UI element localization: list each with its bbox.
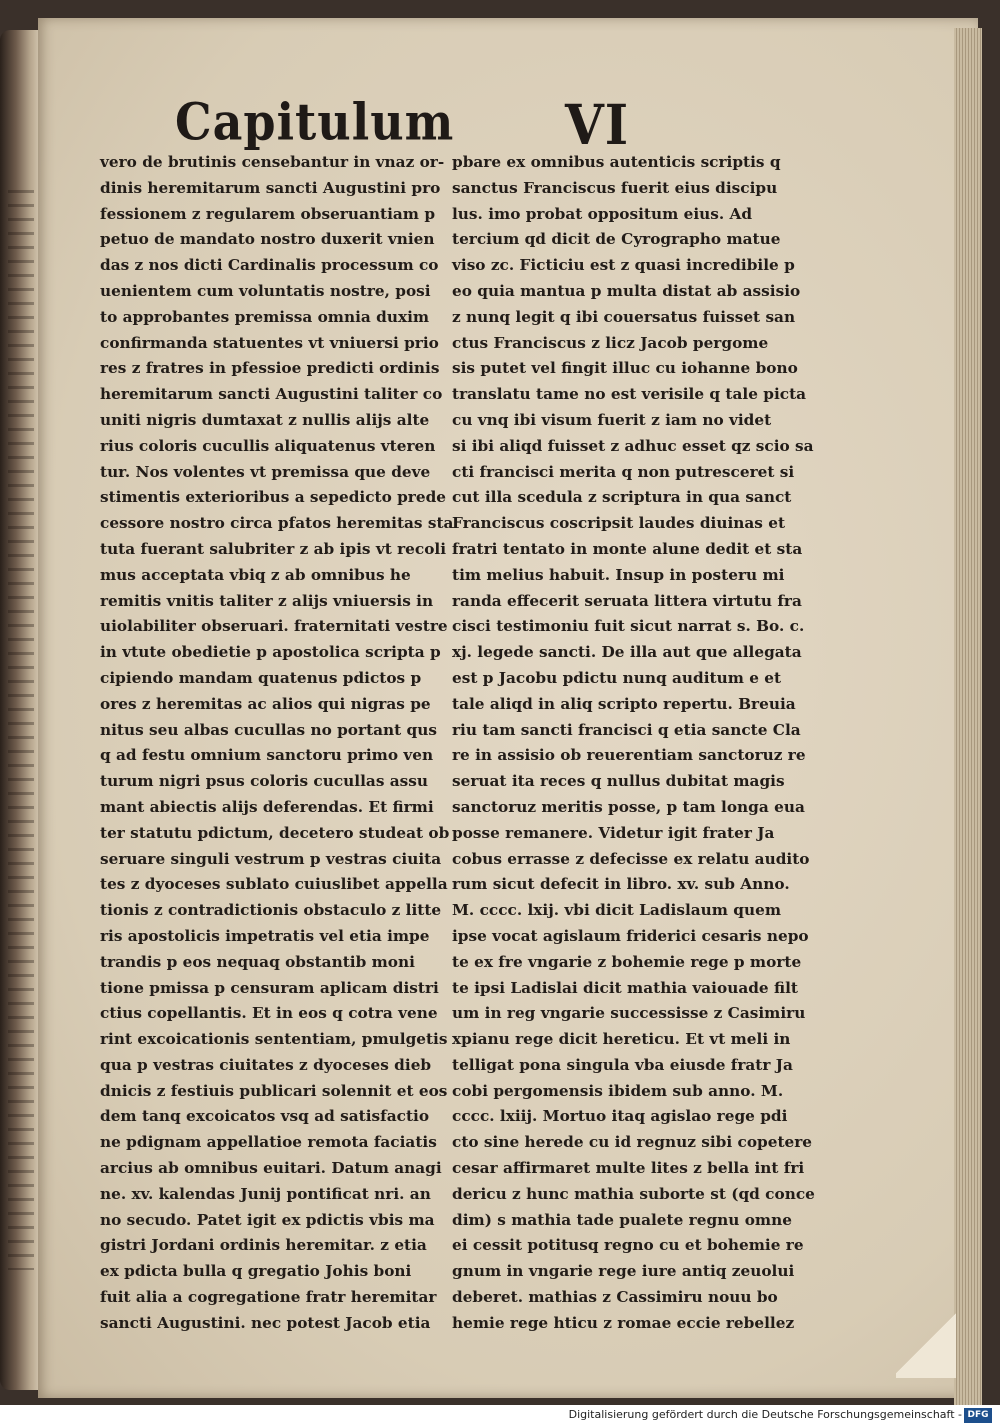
text-line: cobus errasse z defecisse ex relatu audito [452, 849, 810, 868]
left-page-edge [0, 30, 40, 1390]
text-line: lus. imo probat oppositum eius. Ad [452, 204, 753, 223]
text-line: das z nos dicti Cardinalis processum co [100, 256, 439, 275]
text-line: ne pdignam appellatioe remota faciatis [100, 1133, 437, 1152]
text-line: confirmanda statuentes vt vniuersi prio [100, 333, 439, 352]
text-line: no secudo. Patet igit ex pdictis vbis ma [100, 1210, 435, 1229]
text-line: tuta fuerant salubriter z ab ipis vt recoli [100, 539, 447, 558]
text-line: ne. xv. kalendas Junij pontificat nri. an [100, 1184, 431, 1203]
text-line: eo quia mantua p multa distat ab assisio [452, 281, 801, 300]
left-page-text-fragment [8, 190, 34, 1270]
text-line: ter statutu pdictum, decetero studeat ob [100, 823, 450, 842]
text-line: riu tam sancti francisci q etia sancte Cla [452, 720, 801, 739]
text-line: ex pdicta bulla q gregatio Johis boni [100, 1262, 412, 1281]
text-line: rius coloris cucullis aliquatenus vteren [100, 436, 436, 455]
text-line: stimentis exterioribus a sepedicto prede [100, 488, 447, 507]
text-line: pbare ex omnibus autenticis scriptis q [452, 153, 781, 171]
text-line: xj. legede sancti. De illa aut que allegata [452, 643, 802, 662]
text-line: gistri Jordani ordinis heremitar. z etia [100, 1236, 427, 1255]
text-line: seruat ita reces q nullus dubitat magis [452, 772, 785, 791]
text-line: telligat pona singula vba eiusde fratr Ja [452, 1055, 793, 1074]
text-line: ris apostolicis impetratis vel etia impe [100, 926, 430, 945]
text-line: seruare singuli vestrum p vestras ciuita [100, 849, 442, 868]
text-line: qua p vestras ciuitates z dyoceses dieb [100, 1055, 432, 1074]
text-line: cto sine herede cu id regnuz sibi copetere [452, 1133, 813, 1152]
text-line: q ad festu omnium sanctoru primo ven [100, 746, 434, 765]
text-line: ctius copellantis. Et in eos q cotra vene [100, 1004, 438, 1023]
text-line: uiolabiliter obseruari. fraternitati vestre [100, 617, 448, 636]
text-line: tale aliqd in aliq scripto repertu. Breuia [452, 694, 796, 713]
text-line: sancti Augustini. nec potest Jacob etia [100, 1313, 431, 1332]
text-line: sanctus Franciscus fuerit eius discipu [452, 178, 778, 197]
text-line: cccc. lxiij. Mortuo itaq agislao rege pdi [452, 1107, 788, 1126]
text-line: tercium qd dicit de Cyrographo matue [452, 230, 781, 249]
text-line: cisci testimoniu fuit sicut narrat s. Bo. c. [452, 617, 805, 636]
text-line: cu vnq ibi visum fuerit z iam no videt [452, 410, 772, 429]
text-line: dem tanq excoicatos vsq ad satisfactio [100, 1107, 430, 1126]
text-line: vero de brutinis censebantur in vnaz or- [100, 153, 445, 171]
text-line: petuo de mandato nostro duxerit vnien [100, 230, 435, 249]
page-edge-stack [954, 28, 982, 1405]
text-line: in vtute obedietie p apostolica scripta p [100, 643, 441, 662]
text-line: posse remanere. Videtur igit frater Ja [452, 823, 775, 842]
text-line: tes z dyoceses sublato cuiuslibet appella [100, 875, 448, 894]
funding-notice: Digitalisierung gefördert durch die Deutsche Forschungsgemeinschaft - [568, 1408, 962, 1421]
text-line: re in assisio ob reuerentiam sanctoruz re [452, 746, 806, 765]
text-line: cti francisci merita q non putresceret si [452, 462, 795, 481]
text-line: viso zc. Ficticiu est z quasi incredibile p [452, 256, 795, 275]
text-line: mus acceptata vbiq z ab omnibus he [100, 565, 411, 584]
text-line: Franciscus coscripsit laudes diuinas et [452, 514, 786, 533]
text-line: M. cccc. lxij. vbi dicit Ladislaum quem [452, 901, 782, 920]
text-line: te ex fre vngarie z bohemie rege p morte [452, 952, 802, 971]
text-column-left [100, 150, 454, 1337]
chapter-number: VI [565, 92, 630, 157]
text-line: cipiendo mandam quatenus pdictos p [100, 668, 422, 687]
text-line: cobi pergomensis ibidem sub anno. M. [452, 1081, 784, 1100]
text-line: gnum in vngarie rege iure antiq zeuolui [452, 1262, 795, 1281]
text-line: sis putet vel fingit illuc cu iohanne bono [452, 359, 798, 378]
text-column-right [452, 150, 815, 1337]
text-line: xpianu rege dicit hereticu. Et vt meli in [452, 1030, 791, 1049]
text-line: fuit alia a cogregatione fratr heremitar [100, 1288, 437, 1307]
text-line: dim) s mathia tade pualete regnu omne [452, 1210, 792, 1229]
text-line: ctus Franciscus z licz Jacob pergome [452, 333, 769, 352]
text-line: randa effecerit seruata littera virtutu fra [452, 591, 802, 610]
text-line: dericu z hunc mathia suborte st (qd conce [452, 1184, 815, 1203]
text-line: ores z heremitas ac alios qui nigras pe [100, 694, 431, 713]
text-line: tionis z contradictionis obstaculo z litte [100, 901, 442, 920]
text-line: uenientem cum voluntatis nostre, posi [100, 281, 431, 300]
text-line: dinis heremitarum sancti Augustini pro [100, 178, 441, 197]
text-line: z nunq legit q ibi couersatus fuisset san [452, 307, 796, 326]
text-line: hemie rege hticu z romae eccie rebellez [452, 1313, 795, 1332]
text-line: uniti nigris dumtaxat z nullis alijs alte [100, 410, 430, 429]
dfg-logo: DFG [964, 1408, 992, 1423]
text-line: te ipsi Ladislai dicit mathia vaiouade filt [452, 978, 798, 997]
text-line: arcius ab omnibus euitari. Datum anagi [100, 1159, 442, 1178]
text-line: mant abiectis alijs deferendas. Et firmi [100, 797, 434, 816]
text-line: res z fratres in pfessioe predicti ordinis [100, 359, 440, 378]
text-line: rint excoicationis sententiam, pmulgetis [100, 1030, 448, 1049]
text-line: cesar affirmaret multe lites z bella int fri [452, 1159, 805, 1178]
chapter-heading: Capitulum [175, 92, 455, 152]
text-line: turum nigri psus coloris cucullas assu [100, 772, 429, 791]
text-line: dnicis z festiuis publicari solennit et eos [100, 1081, 448, 1100]
text-line: fratri tentato in monte alune dedit et sta [452, 539, 803, 558]
page-corner [896, 1308, 956, 1378]
text-line: rum sicut defecit in libro. xv. sub Anno. [452, 875, 790, 894]
text-line: trandis p eos nequaq obstantib moni [100, 952, 415, 971]
text-line: tim melius habuit. Insup in posteru mi [452, 565, 785, 584]
text-line: nitus seu albas cucullas no portant qus [100, 720, 437, 739]
text-line: remitis vnitis taliter z alijs vniuersis in [100, 591, 434, 610]
footer-bar [0, 1405, 1000, 1425]
text-line: to approbantes premissa omnia duxim [100, 307, 430, 326]
text-line: cessore nostro circa pfatos heremitas sta [100, 514, 454, 533]
text-line: sanctoruz meritis posse, p tam longa eua [452, 797, 805, 816]
text-line: si ibi aliqd fuisset z adhuc esset qz scio sa [452, 436, 814, 455]
text-line: deberet. mathias z Cassimiru nouu bo [452, 1288, 778, 1307]
text-line: ipse vocat agislaum friderici cesaris nepo [452, 926, 809, 945]
text-line: est p Jacobu pdictu nunq auditum e et [452, 668, 782, 687]
text-line: cut illa scedula z scriptura in qua sanct [452, 488, 792, 507]
text-line: ei cessit potitusq regno cu et bohemie re [452, 1236, 804, 1255]
text-line: fessionem z regularem obseruantiam p [100, 204, 436, 223]
text-line: um in reg vngarie successisse z Casimiru [452, 1004, 806, 1023]
text-line: tione pmissa p censuram aplicam distri [100, 978, 439, 997]
text-line: heremitarum sancti Augustini taliter co [100, 385, 443, 404]
text-line: tur. Nos volentes vt premissa que deve [100, 462, 431, 481]
text-line: translatu tame no est verisile q tale picta [452, 385, 807, 404]
